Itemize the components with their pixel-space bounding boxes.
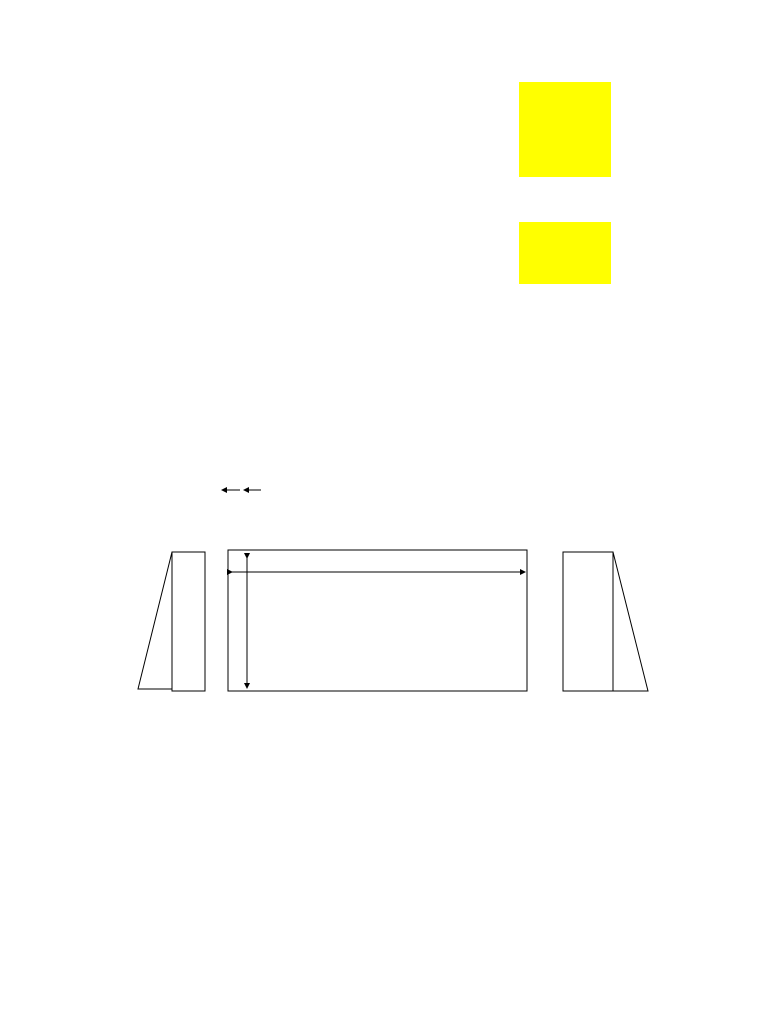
right-pressure-triangle	[613, 552, 648, 691]
left-wall	[172, 552, 205, 691]
frame-rectangle	[228, 550, 527, 691]
right-wall	[563, 552, 613, 691]
left-pressure-triangle	[138, 552, 172, 689]
